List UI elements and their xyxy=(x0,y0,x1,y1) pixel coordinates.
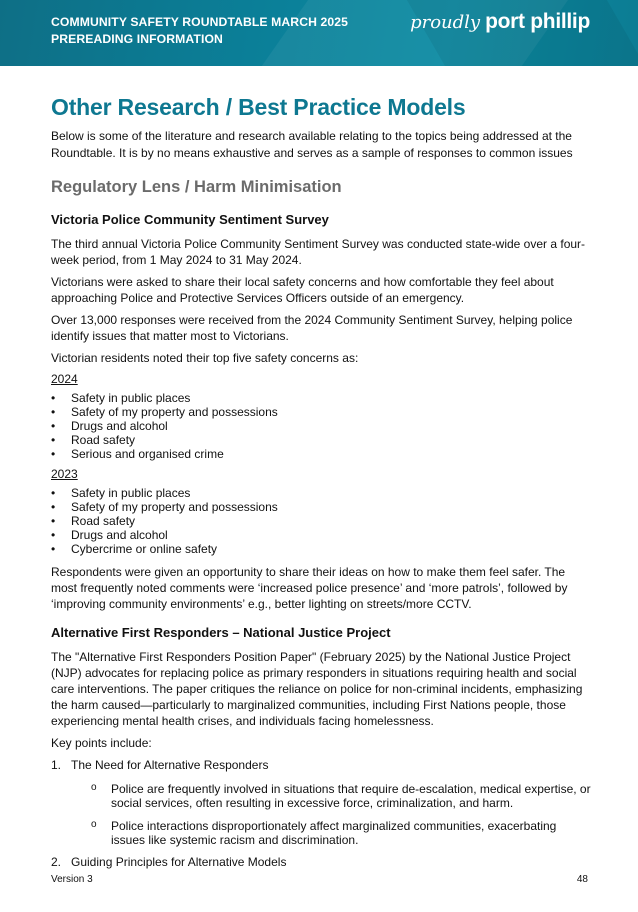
sub-item-1 xyxy=(51,782,591,810)
footer-version: Version 3 xyxy=(51,874,93,885)
list-item: • Road safety xyxy=(51,514,591,528)
header-title-line-2: PREREADING INFORMATION xyxy=(51,32,223,46)
list-item: • Safety of my property and possessions xyxy=(51,500,591,514)
sub-item-text: Police are frequently involved in situations that require de-escalation, medical expertise, or social services, often resulting in excessive force, criminalization, and harm. xyxy=(111,782,591,810)
key-points-label: Key points include: xyxy=(51,736,152,750)
list-item: • Serious and organised crime xyxy=(51,447,591,461)
sub-bullet-mark: o xyxy=(91,819,97,830)
sub-item-2 xyxy=(51,819,591,847)
list-item: • Drugs and alcohol xyxy=(51,419,591,433)
sub-item-text: Police interactions disproportionately affect marginalized communities, exacerbating issues like systemic racism and discrimination. xyxy=(111,819,557,847)
survey-paragraph-4: Victorian residents noted their top five safety concerns as: xyxy=(51,351,359,365)
page-content xyxy=(51,92,591,870)
port-phillip-logo xyxy=(410,10,590,35)
footer-page-number: 48 xyxy=(576,874,588,885)
survey-paragraph-1: The third annual Victoria Police Community Sentiment Survey was conducted state-wide over a four-week period, from 1 May 2024 to 31 May 2024. xyxy=(51,237,586,267)
header-title-line-1: COMMUNITY SAFETY ROUNDTABLE MARCH 2025 xyxy=(51,15,349,29)
concerns-list-2023 xyxy=(51,486,591,556)
survey-paragraph-3: Over 13,000 responses were received from the 2024 Community Sentiment Survey, helping police identify issues that matter most to Victorians. xyxy=(51,313,573,343)
section-heading: Regulatory Lens / Harm Minimisation xyxy=(51,178,342,196)
year-label-2024: 2024 xyxy=(51,372,78,386)
item-number: 2. xyxy=(51,855,62,869)
header-title xyxy=(51,14,348,48)
survey-heading: Victoria Police Community Sentiment Survey xyxy=(51,212,329,227)
survey-paragraph-5: Respondents were given an opportunity to share their ideas on how to make them feel safer. The most frequently noted comments were ‘increased police presence’ and ‘more patrols’, followed by ‘improving community environments’ e.g., better lighting on streets/more CCTV. xyxy=(51,565,568,611)
intro-paragraph: Below is some of the literature and research available relating to the topics being addressed at the Roundtable. It is by no means exhaustive and serves as a sample of responses to common issues xyxy=(51,129,573,160)
list-item: • Safety of my property and possessions xyxy=(51,405,591,419)
item-text: Guiding Principles for Alternative Models xyxy=(71,855,287,869)
list-item: • Cybercrime or online safety xyxy=(51,542,591,556)
year-label-2023: 2023 xyxy=(51,467,78,481)
item-text: The Need for Alternative Responders xyxy=(71,758,269,772)
page-title: Other Research / Best Practice Models xyxy=(51,94,466,120)
list-item: • Safety in public places xyxy=(51,391,591,405)
concerns-list-2024 xyxy=(51,391,591,461)
numbered-item-1 xyxy=(51,758,591,773)
list-item: • Safety in public places xyxy=(51,486,591,500)
list-item: • Drugs and alcohol xyxy=(51,528,591,542)
numbered-item-2 xyxy=(51,855,591,870)
survey-paragraph-2: Victorians were asked to share their local safety concerns and how comfortable they feel about approaching Police and Protective Services Officers outside of an emergency. xyxy=(51,275,554,305)
header-banner xyxy=(0,0,638,66)
njp-paragraph-1: The "Alternative First Responders Position Paper" (February 2025) by the National Justice Project (NJP) advocates for replacing police as primary responders in situations requiring health and social care interventions. The paper critiques the reliance on police for non-criminal incidents, emphasizing the harm caused—particularly to marginalized communities, including First Nations people, those experiencing mental health crises, and individuals facing homelessness. xyxy=(51,650,583,728)
logo-bold-text: port phillip xyxy=(485,10,590,33)
list-item: • Road safety xyxy=(51,433,591,447)
item-number: 1. xyxy=(51,758,62,772)
njp-heading: Alternative First Responders – National Justice Project xyxy=(51,625,391,640)
sub-bullet-mark: o xyxy=(91,782,97,793)
logo-script-text: proudly xyxy=(410,12,481,33)
